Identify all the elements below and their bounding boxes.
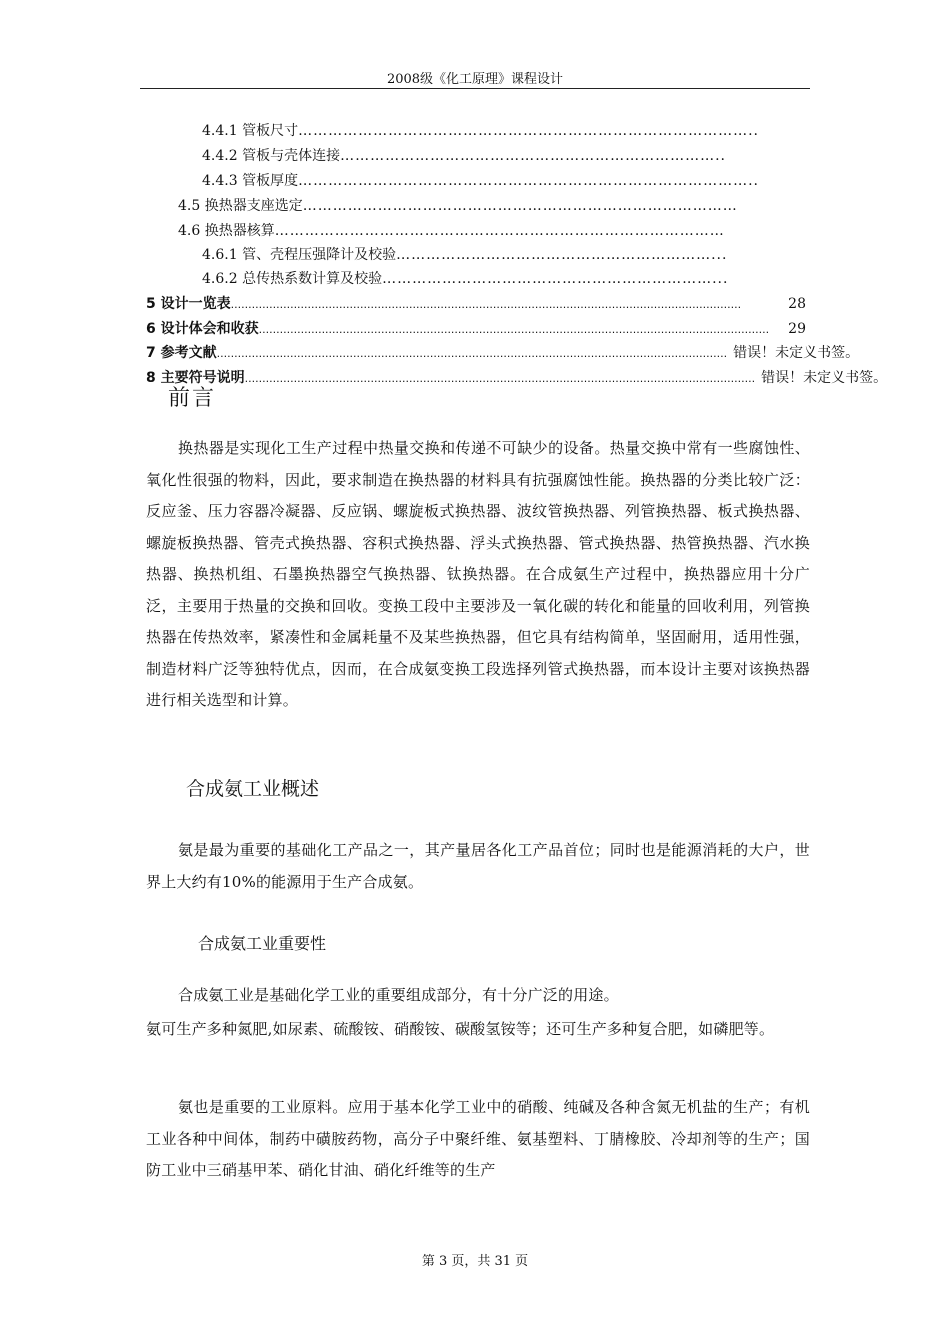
toc-entry[interactable]	[202, 170, 802, 192]
toc-entry[interactable]	[202, 268, 806, 290]
overview-paragraph: 氨是最为重要的基础化工产品之一，其产量居各化工产品首位；同时也是能源消耗的大户，世界上大约有10%的能源用于生产合成氨。	[146, 841, 810, 891]
toc-entry[interactable]	[146, 293, 806, 315]
importance-paragraph-1: 合成氨工业是基础化学工业的重要组成部分，有十分广泛的用途。	[178, 986, 619, 1004]
toc-entry-label: 4.6 换热器核算	[178, 223, 275, 239]
toc-entry[interactable]	[146, 318, 806, 340]
toc-leader: ………………………………………………………………………………	[274, 223, 725, 239]
toc-entry-label: 4.5 换热器支座选定	[178, 198, 303, 214]
overview-heading: 合成氨工业概述	[186, 778, 320, 800]
toc-page-number: 28	[788, 296, 806, 312]
toc-entry-label: 7 参考文献	[146, 345, 217, 361]
toc-leader: ………………………………………………………………………………..	[298, 123, 759, 139]
toc-entry[interactable]	[146, 367, 888, 389]
header-divider	[140, 88, 810, 89]
importance-heading: 合成氨工业重要性	[198, 934, 327, 953]
toc-page-number: 29	[788, 321, 806, 337]
toc-leader: ………………………………………………………………………………..	[298, 173, 759, 189]
page-footer: 第 3 页，共 31 页	[421, 1254, 529, 1269]
toc-leader: ..................................................................................................................................................	[258, 323, 770, 336]
toc-entry-label: 5 设计一览表	[146, 296, 231, 312]
toc-entry[interactable]	[178, 195, 806, 217]
toc-entry-label: 4.4.3 管板厚度	[202, 173, 299, 189]
toc-leader: …………………………………………………………………..	[340, 148, 726, 164]
toc-leader: ..................................................................................................................................................	[216, 347, 728, 360]
toc-entry-label: 4.4.1 管板尺寸	[202, 123, 299, 139]
toc-entry-label: 6 设计体会和收获	[146, 321, 259, 337]
toc-leader: ..................................................................................................................................................	[230, 298, 742, 311]
toc-entry-label: 4.4.2 管板与壳体连接	[202, 148, 341, 164]
toc-leader: ..................................................................................................................................................	[244, 372, 756, 385]
toc-entry-label: 4.6.2 总传热系数计算及校验	[202, 271, 383, 287]
importance-paragraph-2: 氨可生产多种氮肥,如尿素、硫酸铵、硝酸铵、碳酸氢铵等；还可生产多种复合肥，如磷肥等。	[146, 1020, 775, 1038]
page-header-title: 2008级《化工原理》课程设计	[386, 72, 564, 87]
toc-entry-label: 4.6.1 管、壳程压强降计及校验	[202, 247, 397, 263]
toc-entry[interactable]	[146, 342, 860, 364]
preface-heading: 前言	[168, 386, 217, 411]
toc-entry[interactable]	[202, 120, 802, 142]
toc-leader: …………………………………………………………...	[382, 271, 729, 287]
toc-page-number: 错误！未定义书签。	[733, 345, 860, 361]
toc-entry[interactable]	[202, 145, 802, 167]
toc-entry[interactable]	[202, 244, 806, 266]
toc-leader: ……………………………………………………………………………	[302, 198, 738, 214]
preface-paragraph: 换热器是实现化工生产过程中热量交换和传递不可缺少的设备。热量交换中常有一些腐蚀性、氧化性很强的物料，因此，要求制造在换热器的材料具有抗强腐蚀性能。换热器的分类比较广泛：反应釜、压力容器冷凝器、反应锅、螺旋板式换热器、波纹管换热器、列管换热器、板式换热器、螺旋板换热器、管壳式换热器、容积式换热器、浮头式换热器、管式换热器、热管换热器、汽水换热器、换热机组、石墨换热器空气换热器、钛换热器。在合成氨生产过程中，换热器应用十分广泛，主要用于热量的交换和回收。变换工段中主要涉及一氧化碳的转化和能量的回收利用，列管换热器在传热效率，紧凑性和金属耗量不及某些换热器，但它具有结构简单，坚固耐用，适用性强，制造材料广泛等独特优点，因而，在合成氨变换工段选择列管式换热器，而本设计主要对该换热器进行相关选型和计算。	[146, 439, 810, 709]
importance-paragraph-3: 氨也是重要的工业原料。应用于基本化学工业中的硝酸、纯碱及各种含氮无机盐的生产；有机工业各种中间体，制药中磺胺药物，高分子中聚纤维、氨基塑料、丁腈橡胶、冷却剂等的生产；国防工业中三硝基甲苯、硝化甘油、硝化纤维等的生产	[146, 1098, 810, 1179]
toc-page-number: 错误！未定义书签。	[761, 370, 888, 386]
toc-leader: ………………………………………………………...	[396, 247, 728, 263]
toc-entry-label: 8 主要符号说明	[146, 370, 245, 386]
toc-entry[interactable]	[178, 220, 806, 242]
